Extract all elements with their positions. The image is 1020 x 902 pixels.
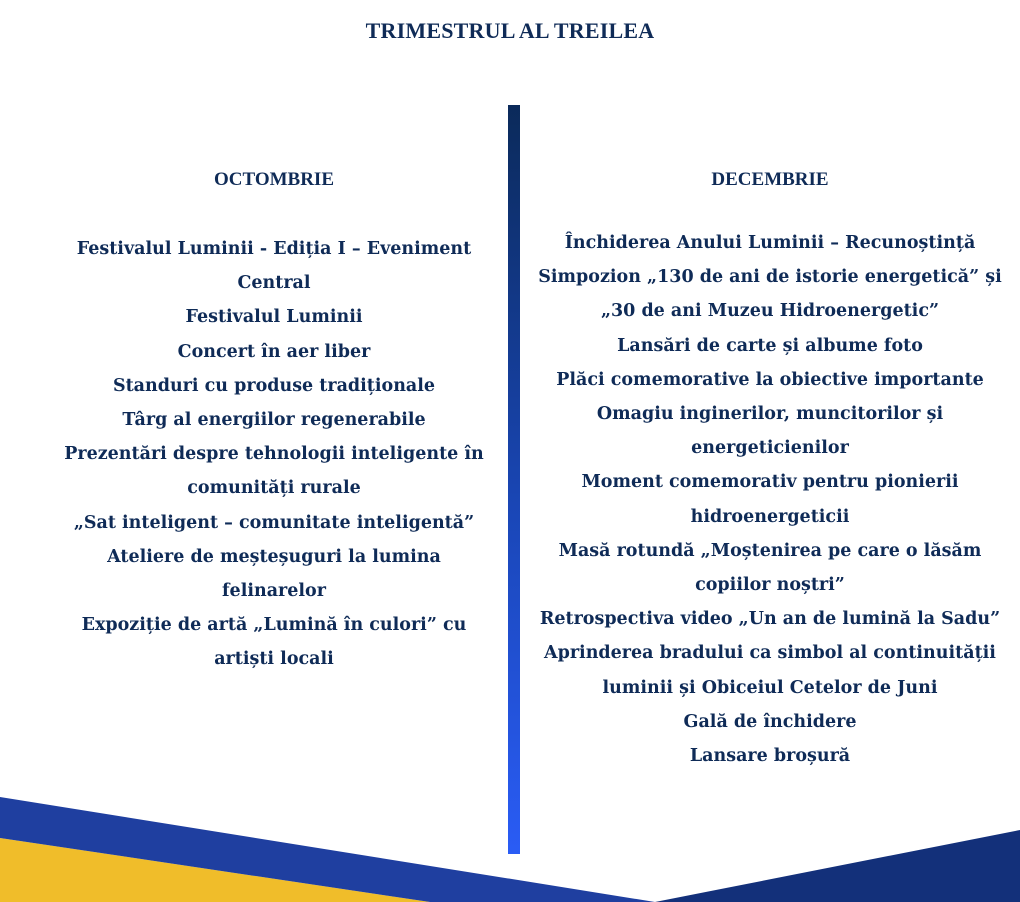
october-event: Festivalul Luminii	[185, 307, 363, 328]
december-event: Lansări de carte și albume foto	[617, 335, 923, 356]
october-event: „Sat inteligent – comunitate inteligentă”	[73, 512, 475, 533]
december-column	[535, 168, 1005, 773]
december-heading: DECEMBRIE	[711, 169, 829, 190]
december-event: Masă rotundă „Moștenirea pe care o lăsăm copiilor noștri”	[558, 540, 982, 596]
page-title: TRIMESTRUL AL TREILEA	[365, 18, 655, 43]
december-event-list	[535, 226, 1005, 773]
october-event: Târg al energiilor regenerabile	[122, 410, 426, 431]
october-event: Ateliere de meșteșuguri la lumina felinarelor	[107, 546, 441, 602]
december-event: Plăci comemorative la obiective importante	[556, 369, 984, 390]
october-column	[60, 168, 488, 677]
october-event-list	[60, 232, 488, 677]
december-event: Aprinderea bradului ca simbol al continuității luminii și Obiceiul Cetelor de Juni	[544, 643, 996, 698]
december-event: Închiderea Anului Luminii – Recunoștință	[564, 233, 976, 253]
october-event: Festivalul Luminii - Ediția I – Eveniment Central	[76, 239, 472, 294]
left-yellow-stripe	[0, 838, 430, 902]
left-blue-stripe	[0, 797, 655, 902]
october-heading: OCTOMBRIE	[213, 169, 334, 190]
december-event: Omagiu inginerilor, muncitorilor și energeticienilor	[596, 404, 944, 459]
right-navy-stripe	[655, 830, 1020, 902]
october-event: Expoziție de artă „Lumină în culori” cu artiști locali	[81, 615, 467, 670]
december-event: Moment comemorativ pentru pionierii hidroenergeticii	[581, 472, 959, 527]
december-event: Lansare broșură	[689, 746, 851, 767]
december-event: Gală de închidere	[683, 711, 857, 732]
december-event: Retrospectiva video „Un an de lumină la Sadu”	[539, 609, 1001, 630]
october-event: Standuri cu produse tradiționale	[112, 375, 436, 396]
december-event: Simpozion „130 de ani de istorie energetică” și „30 de ani Muzeu Hidroenergetic”	[538, 267, 1002, 322]
october-event: Concert în aer liber	[177, 341, 371, 362]
vertical-divider	[508, 105, 520, 854]
october-event: Prezentări despre tehnologii inteligente în comunități rurale	[64, 444, 484, 499]
